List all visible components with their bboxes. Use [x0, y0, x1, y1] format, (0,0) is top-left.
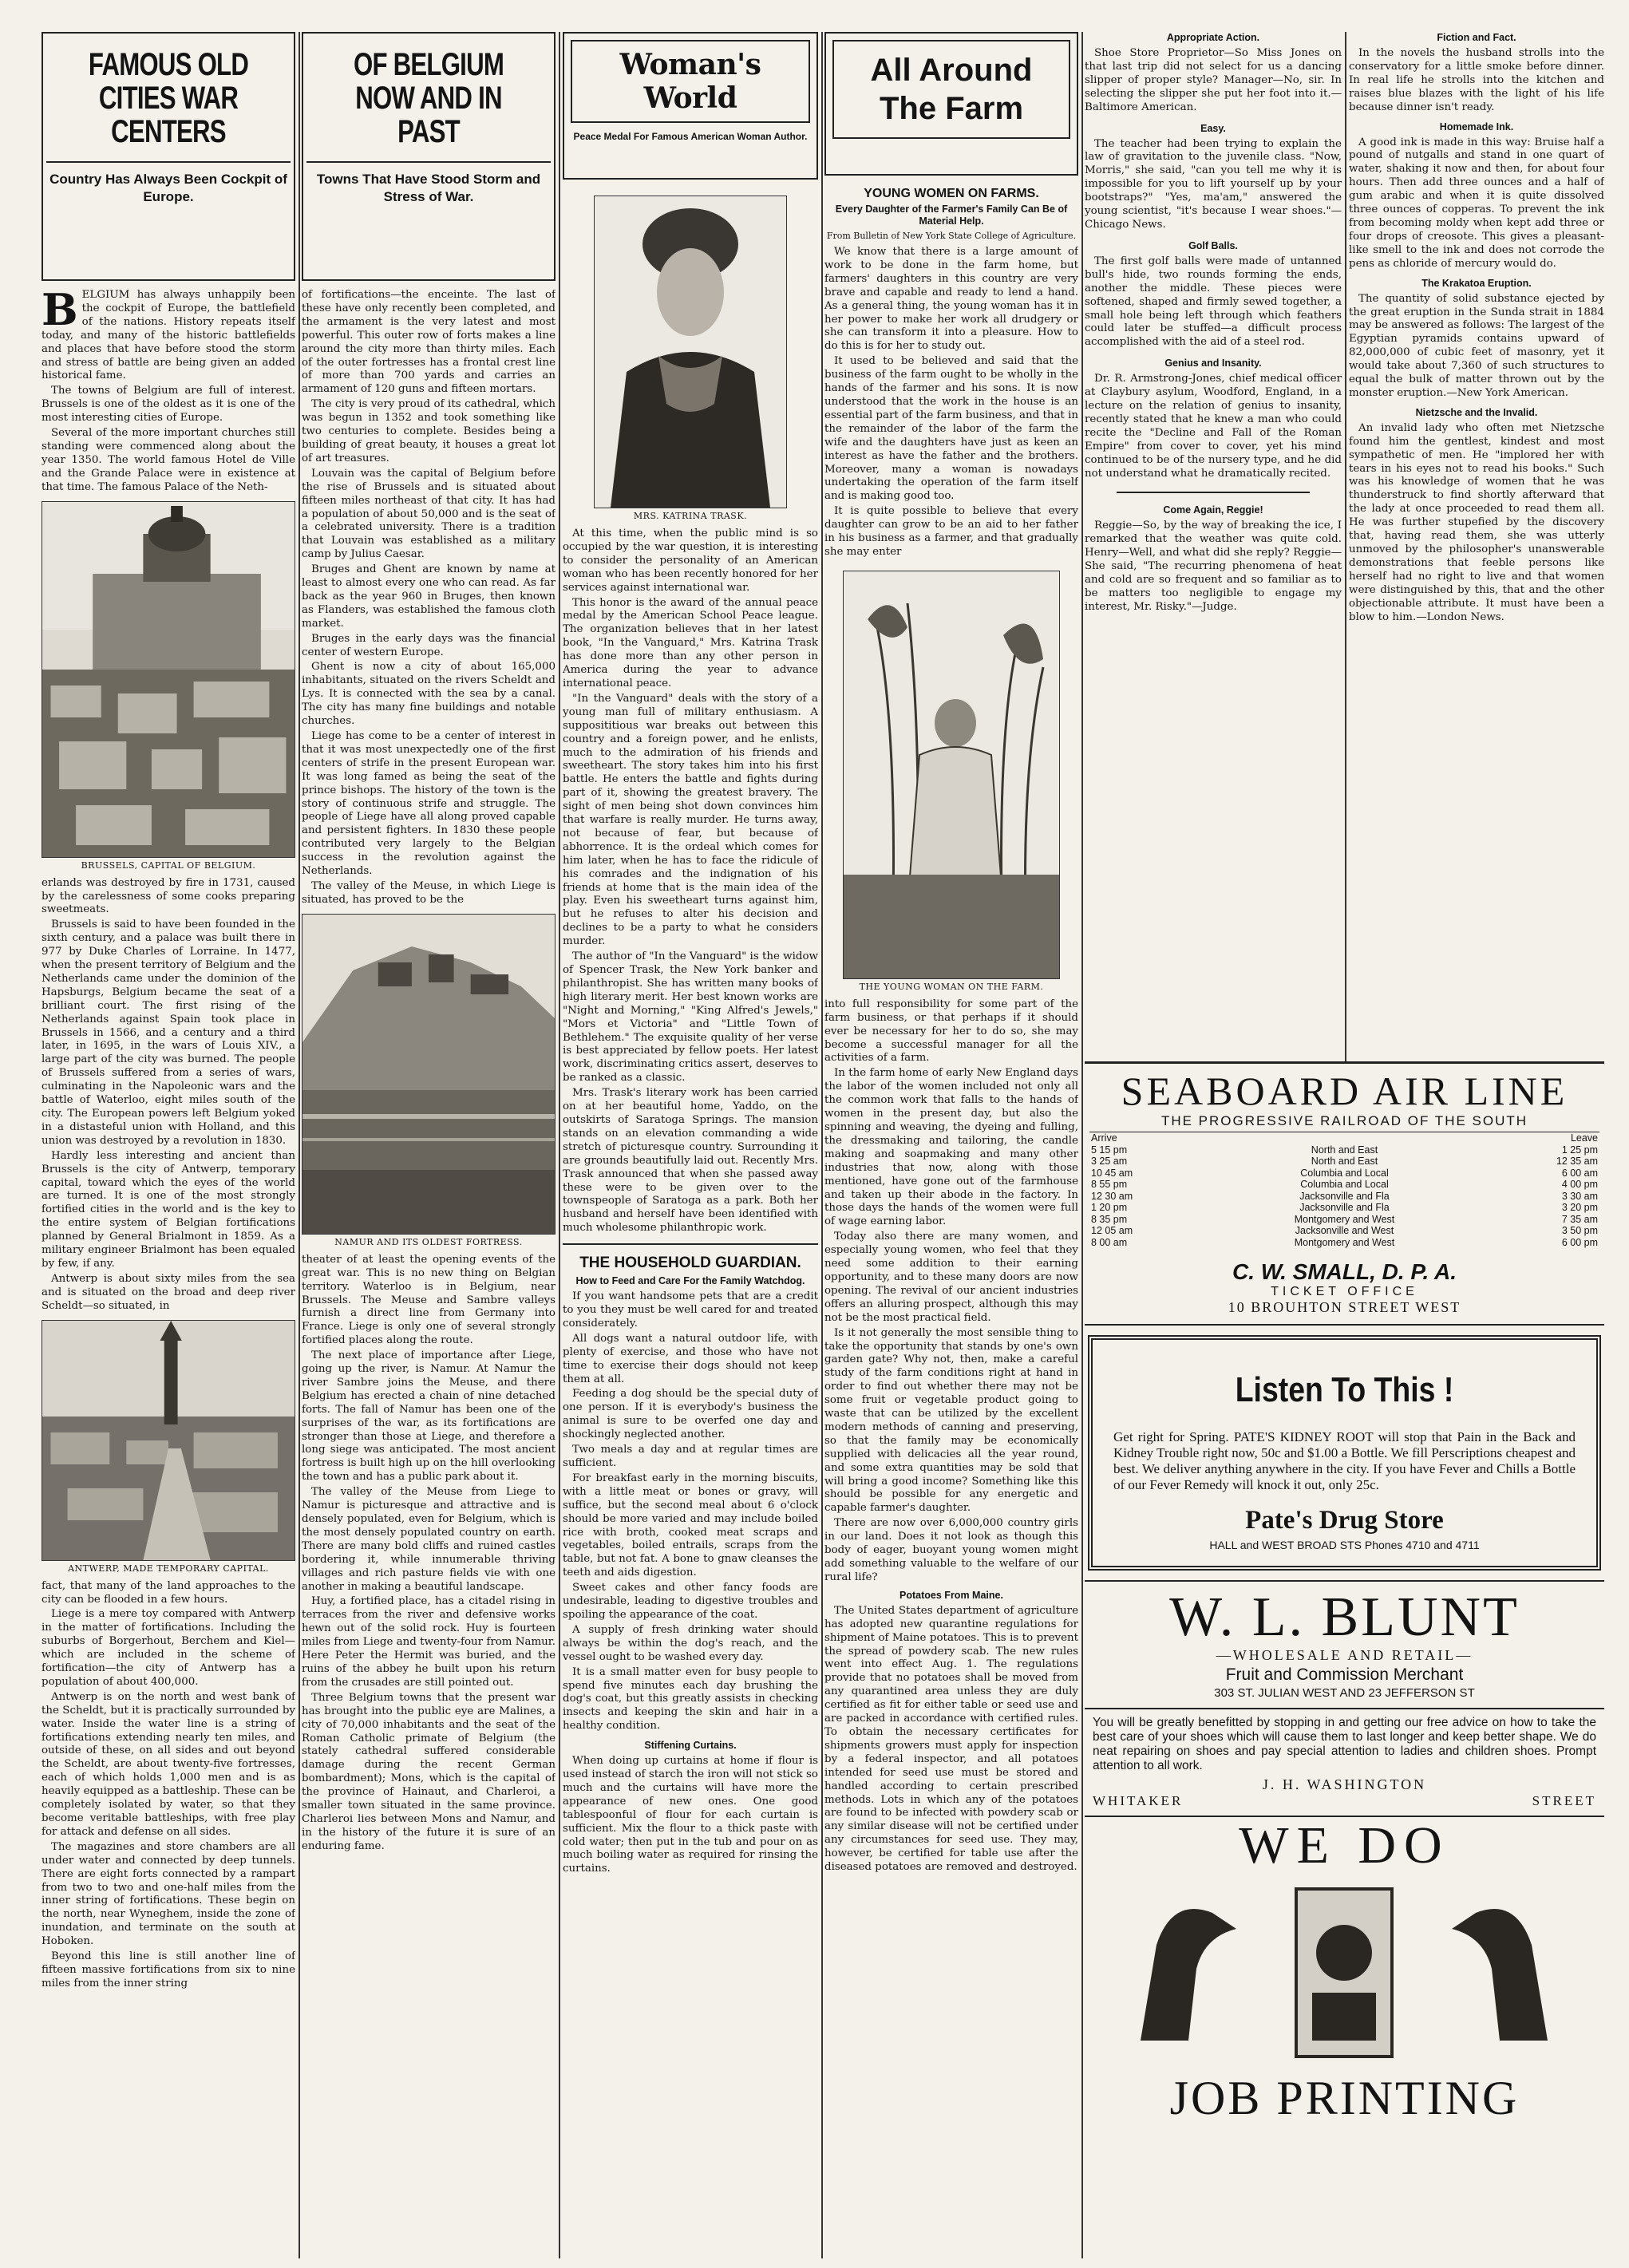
- item-text: An invalid lady who often met Nietzsche found him the gentlest, kindest and most sympathetic of men. He "implored her with tears in his eyes not to read his books." Such was his knowledge of women that he was thunderstruck to find shortly afterward that the lady at once proceeded to read them all. He was further stupefied by the discovery that, having read them, she was utterly unmoved by the philosopher's unanswerable demonstrations that feeble persons like herself had no right to live and that women were distinguished by this, that and the other objectionable attribute. It must have been a blow to him.—London News.: [1349, 421, 1604, 623]
- young-women-subtitle: Every Daughter of the Farmer's Family Can Be of Material Help.: [835, 203, 1068, 227]
- leave-time: 3 20 pm: [1561, 1202, 1598, 1213]
- household-paragraph: For breakfast early in the morning biscuits, with a little meat or bones or gravy, will suffice, but the second meal about 6 o'clock should be more varied and may include boiled rice with broth, cooked meat scraps and vegetables, boiled entrails, scraps from the table, but not fat. A bone to gnaw cleanses the teeth and aids digestion.: [563, 1472, 818, 1579]
- farm-paragraph: It used to be believed and said that the business of the farm ought to be wholly in the hands of the farmer and his sons. It is now understood that the work in the house is an essential part of the farm business, and that in the remainder of the labor of the farm the wife and the daughters have just as keen an interest as have the father and the brothers. Moreover, many a woman is nowadays undertaking the operation of the farm itself and is making good too.: [824, 355, 1078, 503]
- destination: North and East: [1311, 1156, 1378, 1167]
- blunt-address: 303 ST. JULIAN WEST AND 23 JEFFERSON ST: [1214, 1686, 1475, 1700]
- arrive-time: 8 00 am: [1091, 1236, 1128, 1248]
- womans-world-paragraph: This honor is the award of the annual peace medal by the American School Peace league. The organization believes that in her latest book, "In the Vanguard," Mrs. Katrina Trask has done more than any other person in America during the year to advance international peace.: [563, 596, 818, 689]
- destination: North and East: [1311, 1144, 1378, 1156]
- washington-name: J. H. WASHINGTON: [1262, 1776, 1427, 1792]
- katrina-trask-caption: MRS. KATRINA TRASK.: [633, 511, 748, 521]
- farm-source: From Bulletin of New York State College of Agriculture.: [826, 231, 1077, 241]
- item-text: A good ink is made in this way: Bruise half a pound of nutgalls and stand in one quart of water, shaking it now and then, for about four hours. Then add three ounces and a half of gum arabic and when it is quite dissolved three ounces of copperas. To prevent the ink from becoming moldy when kept add three or four drops of creosote. This gives a pleasant-like smell to the ink and does not corrode the pens as chloride of mercury would do.: [1349, 136, 1604, 270]
- misc-column-5: [1085, 32, 1342, 1045]
- blunt-ad: [1085, 1580, 1604, 1709]
- item-title: Nietzsche and the Invalid.: [1415, 406, 1538, 418]
- belgium-subhead-left: Country Has Always Been Cockpit of Europe.: [49, 172, 287, 204]
- belgium-paragraph: Antwerp is about sixty miles from the sea and is situated on the broad and deep river Scheldt—so situated, in: [42, 1272, 295, 1312]
- seaboard-subtitle: THE PROGRESSIVE RAILROAD OF THE SOUTH: [1089, 1113, 1599, 1132]
- blunt-name: W. L. BLUNT: [1169, 1586, 1520, 1648]
- belgium-paragraph: Beyond this line is still another line of fifteen massive fortifications from six to nine miles from the inner string: [42, 1950, 295, 1989]
- item-title: Fiction and Fact.: [1437, 32, 1516, 43]
- pates-headline: Listen To This !: [1235, 1370, 1454, 1409]
- belgium-paragraph: Several of the more important churches still standing were commenced along about the year 1350. The world famous Hotel de Ville and the Grande Palace were in existence at that time. The famous Palace of the Neth-: [42, 427, 295, 493]
- potatoes-subhead: Potatoes From Maine.: [900, 1589, 1003, 1601]
- potatoes-paragraph: The United States department of agriculture has adopted new quarantine regulations for shipment of Maine potatoes. This is to prevent the spread of powdery scab. The new rules went into effect Aug. 1. The regulations provide that no potatoes shall be moved from any quarantined area unless they are duly certified as fit for either table or seed use and are packed in accordance with certified rules. To obtain the necessary certificates for shipments growers must apply for inspection by a federal inspector, and all potatoes intended for seed use must be stored and handled according to certain prescribed methods. Lots in which any of the potatoes are found to be infected with powdery scab or any similar disease will not be certified under any circumstances for seed use. They may, however, be certified for table use after the diseased potatoes are removed and destroyed.: [824, 1604, 1078, 1874]
- belgium-paragraph: Louvain was the capital of Belgium before the rise of Brussels and is situated about fifteen miles northeast of that city. It has had a population of about 50,000 and is the seat of a celebrated university. There is a tradition that Louvain was established as a military camp by Julius Caesar.: [302, 467, 556, 561]
- washington-street: [1093, 1793, 1596, 1809]
- leave-time: 7 35 am: [1561, 1213, 1598, 1225]
- farm-woman-image: [843, 571, 1060, 979]
- belgium-paragraph: BELGIUM has always unhappily been the cockpit of Europe, the battlefield of the nations. History repeats itself today, and many of the historic battlefields and places that have before stood the storm and stress of battle are being given an added historical fame.: [42, 284, 295, 382]
- pates-text: Get right for Spring. PATE'S KIDNEY ROOT will stop that Pain in the Back and Kidney Trouble right now, 50c and $1.00 a Bottle. We fill Perscriptions cheapest and best. We deliver anything anywhere in the city. If you have Fever and Chills a Bottle of our Fever Remedy will knock it out, only 25c.: [1113, 1429, 1576, 1492]
- belgium-paragraph: Bruges in the early days was the financial center of western Europe.: [302, 632, 556, 658]
- column-rule: [299, 32, 300, 2258]
- job-printing-label: JOB PRINTING: [1169, 2072, 1520, 2124]
- leave-time: 3 30 am: [1561, 1190, 1598, 1202]
- item-text: The quantity of solid substance ejected by the great eruption in the Sunda strait in 1884 may be answered as follows: The largest of the Egyptian pyramids contains upward of 82,000,000 of cubic feet of masonry, yet it would take about 7,360 of such structures to equal the bulk of matter thrown out by the monster eruption.—New York American.: [1349, 292, 1604, 399]
- womans-world-subtitle: Peace Medal For Famous American Woman Author.: [573, 131, 808, 142]
- katrina-trask-portrait: [594, 196, 787, 508]
- seaboard-title: SEABOARD AIR LINE: [1121, 1069, 1568, 1113]
- belgium-paragraph: Three Belgium towns that the present war has brought into the public eye are Malines, a city of 70,000 inhabitants and the seat of the Roman Catholic primate of Belgium (the stately cathedral suffered considerable damage during the recent German bombardment); Mons, which is the capital of the province of Hainaut, and Charleroi, a smaller town situated in the same province. Charleroi lies between Mons and Namur, and in the history of the future it is sure of an enduring fame.: [302, 1691, 556, 1852]
- item-title: Genius and Insanity.: [1164, 358, 1262, 369]
- schedule-row: [1089, 1168, 1599, 1179]
- schedule-row: [1089, 1191, 1599, 1203]
- belgium-paragraph: Brussels is said to have been founded in the sixth century, and a palace was built there in 977 by Duke Charles of Lorraine. In 1477, when the present territory of Belgium and the Netherlands came under the dominion of the Hapsburgs, Belgium became the seat of a brilliant court. The first rising of the Netherlands against Spain took place in Brussels in 1566, and a century and a third later, in 1695, in the wars of Louis XIV., a large part of the city was burned. The people of Brussels suffered from a series of wars, culminating in the Napoleonic wars and the battle of Waterloo, eight miles south of the city. The European powers left Belgium yoked in a distasteful union with Holland, and this union was destroyed by a revolution in 1830.: [42, 919, 295, 1147]
- womans-world-paragraph: The author of "In the Vanguard" is the widow of Spencer Trask, the New York banker and philanthropist. She has written many books of high literary merit. Her best known works are "Night and Morning," "King Alfred's Jewels," "Mors et Victoria" and "Little Town of Bethlehem." The exquisite quality of her verse is best appreciated by fellow poets. Her latest work, discriminating critics assert, deserves to be ranked as a classic.: [563, 950, 818, 1085]
- seaboard-ad: [1085, 1061, 1604, 1326]
- washington-street-left: WHITAKER: [1093, 1793, 1184, 1808]
- item-title: Come Again, Reggie!: [1163, 504, 1263, 516]
- farm-column: [824, 32, 1078, 1876]
- womans-world-title: Woman's World: [571, 40, 810, 123]
- washington-ad: [1085, 1709, 1604, 1817]
- arrive-time: 12 30 am: [1091, 1190, 1133, 1202]
- farm-paragraph: We know that there is a large amount of work to be done in the farm home, but farmers' daughters in this country are very brave and capable and ready to lend a hand. As a general thing, the young woman has it in her power to make her work all drudgery or she can transform it into a pleasure. How to do this is for her to study out.: [824, 246, 1078, 353]
- seaboard-agent: C. W. SMALL, D. P. A.: [1232, 1259, 1457, 1284]
- household-paragraph: Sweet cakes and other fancy foods are undesirable, leading to digestive troubles and spoiling the appearance of the coat.: [563, 1582, 818, 1621]
- brussels-image: [42, 501, 295, 858]
- washington-text: You will be greatly benefitted by stopping in and getting our free advice on how to take the best care of your shoes which will cause them to last longer and keep better shape. We do neat repairing on shoes and pay special attention to ladies and children shoes. Prompt attention to all work.: [1093, 1716, 1596, 1772]
- item-title: Appropriate Action.: [1166, 32, 1260, 43]
- destination: Columbia and Local: [1300, 1167, 1389, 1179]
- destination: Montgomery and West: [1294, 1236, 1395, 1248]
- womans-world-column: [563, 32, 818, 1878]
- womans-world-header: [563, 32, 818, 180]
- leave-time: 6 00 am: [1561, 1167, 1598, 1179]
- blunt-line2: Fruit and Commission Merchant: [1225, 1665, 1464, 1684]
- belgium-paragraph: The valley of the Meuse from Liege to Namur is picturesque and attractive and is densely populated, even for Belgium, which is the most densely populated country on earth. There are many bold cliffs and ruined castles bordering it, while innumerable thriving villages and rich pasture fields vie with one another in making a beautiful landscape.: [302, 1486, 556, 1593]
- schedule-row: [1089, 1237, 1599, 1249]
- womans-world-paragraph: "In the Vanguard" deals with the story of a young man full of military enthusiasm. A supposititious war breaks out between this country and a foreign power, and he enlists, much to the admiration of his friends and sweetheart. The story takes him into his first battle. He enters the battle and fights during part of it, showing the greatest bravery. The sight of men being shot down convinces him that warfare is really murder. He turns away, not because of fear, but because of abhorrence. It is the ordeal which comes for him later, when he has to face the ridicule of his comrades and the indignation of his friends at home that is the main idea of the play. Even his sweetheart turns against him, but he refuses to alter his decision and declines to be a party to what he considers murder.: [563, 692, 818, 948]
- arrive-time: 12 05 am: [1091, 1225, 1133, 1236]
- job-printing-ad: [1085, 1817, 1604, 2136]
- item-text: In the novels the husband strolls into the conservatory for a little smoke before dinner. In real life he strolls into the kitchen and raises blue blazes with the light of his life because dinner isn't ready.: [1349, 47, 1604, 113]
- womans-world-paragraph: At this time, when the public mind is so occupied by the war question, it is interesting to consider the personality of an American woman who has been recently honored for her services against international war.: [563, 527, 818, 594]
- schedule-row: [1089, 1214, 1599, 1226]
- schedule-table: [1089, 1132, 1599, 1248]
- ads-area: [1085, 1061, 1604, 2258]
- belgium-column-1: [42, 32, 295, 1993]
- belgium-column-2: [302, 32, 556, 1855]
- schedule-row: [1089, 1156, 1599, 1168]
- belgium-headline-right-box: [302, 32, 556, 281]
- belgium-paragraph: Liege is a mere toy compared with Antwerp in the matter of fortifications. Including the suburbs of Borgerhout, Berchem and Kiel—which are included in the scheme of fortification—the city of Antwerp has a population of about 400,000.: [42, 1608, 295, 1688]
- item-title: Golf Balls.: [1188, 239, 1238, 251]
- household-paragraph: All dogs want a natural outdoor life, with plenty of exercise, and those who have not time to exercise their dogs should not keep them at all.: [563, 1332, 818, 1385]
- antwerp-caption: ANTWERP, MADE TEMPORARY CAPITAL.: [68, 1563, 269, 1574]
- leave-time: 1 25 pm: [1561, 1144, 1598, 1156]
- schedule-row: [1089, 1144, 1599, 1156]
- belgium-paragraph: The next place of importance after Liege, going up the river, is Namur. At Namur the river Sambre joins the Meuse, and there Belgium has erected a chain of nine detached forts. The fall of Namur has been one of the surprises of the war, as its fortifications are stronger than those at Liege, and therefore a long siege was anticipated. The most ancient fortress is built high up on the hill overlooking the town and has a public park about it.: [302, 1349, 556, 1484]
- belgium-paragraph: Liege has come to be a center of interest in that it was most unexpectedly one of the first centers of strife in the present European war. It was long famed as being the seat of the prince bishops. The history of the town is the story of continuous strife and struggle. The people of Liege have all along proved capable and persistent fighters. In 1830 these people contributed very largely to the Belgian success in the revolution against the Netherlands.: [302, 730, 556, 878]
- destination: Columbia and Local: [1300, 1179, 1389, 1190]
- farm-paragraph: Today also there are many women, and especially young women, who feel that they need some addition to their earning opportunity, and to these many doors are now opening. The revival of our ancient industries offers an alluring prospect, although this may not be the most practical field.: [824, 1231, 1078, 1324]
- arrive-time: 8 55 pm: [1091, 1179, 1128, 1190]
- arrive-time: 1 20 pm: [1091, 1202, 1128, 1213]
- leave-time: 3 50 pm: [1561, 1225, 1598, 1236]
- arrive-label: Arrive: [1091, 1132, 1117, 1144]
- job-printing-illustration: [1109, 1881, 1580, 2065]
- arrive-time: 3 25 am: [1091, 1156, 1128, 1167]
- household-paragraph: A supply of fresh drinking water should always be within the dog's reach, and the vessel ought to be washed every day.: [563, 1623, 818, 1663]
- belgium-paragraph: theater of at least the opening events of the great war. This is no new thing on Belgian territory. Waterloo is in Belgium, near Brussels. The Meuse and Sambre valleys furnish a direct line from Germany into France. Liege is only one of several strongly fortified places along the route.: [302, 1253, 556, 1347]
- household-paragraph: If you want handsome pets that are a credit to you they must be well cared for and treated considerately.: [563, 1290, 818, 1330]
- young-women-headline: YOUNG WOMEN ON FARMS.: [864, 187, 1039, 200]
- arrive-time: 10 45 am: [1091, 1167, 1133, 1179]
- belgium-paragraph: The towns of Belgium are full of interest. Brussels is one of the oldest as it is one of the most interesting cities of Europe.: [42, 385, 295, 425]
- farm-paragraph: There are now over 6,000,000 country girls in our land. Does it not look as though this body of eager, buoyant young women might add something valuable to the welfare of our rural life?: [824, 1517, 1078, 1583]
- drop-cap: B: [42, 284, 78, 335]
- curtains-subhead: Stiffening Curtains.: [644, 1740, 737, 1752]
- belgium-paragraph: fact, that many of the land approaches to the city can be flooded in a few hours.: [42, 1579, 295, 1606]
- leave-label: Leave: [1570, 1132, 1598, 1144]
- item-title: Homemade Ink.: [1439, 121, 1514, 132]
- womans-world-paragraph: Mrs. Trask's literary work has been carried on at her beautiful home, Yaddo, on the outskirts of Saratoga Springs. The mansion stands on an elevation commanding a wide stretch of picturesque country. Surrounding it are grounds beautifully laid out. Recently Mrs. Trask announced that when she passed away these were to be given over to the townspeople of Saratoga as a park. Both her husband and herself have been identified with much wholesome philanthropic work.: [563, 1087, 818, 1235]
- seaboard-office: TICKET OFFICE: [1271, 1285, 1418, 1298]
- farm-woman-caption: THE YOUNG WOMAN ON THE FARM.: [859, 981, 1044, 992]
- blunt-line1: —WHOLESALE AND RETAIL—: [1216, 1647, 1473, 1663]
- farm-header: [824, 32, 1078, 176]
- item-text: The first golf balls were made of untanned bull's hide, two rounds forming the ends, another the middle. These pieces were softened, shaped and firmly sewed together, a small hole being left through which feathers could later be stuffed—a difficult process accomplished with the aid of a steel rod.: [1085, 255, 1342, 349]
- farm-paragraph: In the farm home of early New England days the labor of the women included not only all the common work that falls to the hands of women in the present day, but also the spinning and weaving, the dyeing and fulling, the dressmaking and tailoring, the candle making and soapmaking and many other industries that now, along with those mentioned, have gone out of the farmhouse and taken up their abode in the factory. In those days the hands of the women were full of wage earning labor.: [824, 1067, 1078, 1228]
- belgium-paragraph: The city is very proud of its cathedral, which was begun in 1352 and took something like two centuries to complete. Besides being a building of great beauty, it houses a great lot of art treasures.: [302, 398, 556, 464]
- belgium-paragraph: The valley of the Meuse, in which Liege is situated, has proved to be the: [302, 879, 556, 906]
- belgium-paragraph: Hardly less interesting and ancient than Brussels is the city of Antwerp, temporary capital, toward which the eyes of the world are turned. It is one of the most strongly fortified cities in the world and is the key to the entire system of Belgian fortifications planned by General Brialmont in 1859. As a military engineer Brialmont has been equaled by few, if any.: [42, 1149, 295, 1270]
- seaboard-address: 10 BROUHTON STREET WEST: [1228, 1299, 1461, 1315]
- misc-column-6: [1349, 32, 1604, 1045]
- destination: Jacksonville and Fla: [1299, 1202, 1390, 1213]
- column-rule: [1081, 32, 1083, 2258]
- farm-paragraph: Is it not generally the most sensible thing to take the opportunity that stands by one's own garden gate? Why not, then, make a careful study of the farm conditions right at hand in order to find out whether there may not be some fruit or vegetable product going to waste that can be utilized by the excellent modern methods of canning and preserving, so that the family may be economically supplied with delicacies all the year round, and some extra quantities may be sold that will bring a good income? Something like this should be possible for any energetic and capable farmer's daughter.: [824, 1326, 1078, 1515]
- belgium-headline-left: FAMOUS OLD CITIES WAR CENTERS: [88, 47, 249, 149]
- namur-image: [302, 914, 556, 1235]
- leave-time: 4 00 pm: [1561, 1179, 1598, 1190]
- household-guardian-title: THE HOUSEHOLD GUARDIAN.: [579, 1255, 801, 1272]
- household-guardian-subtitle: How to Feed and Care For the Family Watchdog.: [575, 1275, 805, 1287]
- leave-time: 6 00 pm: [1561, 1236, 1598, 1248]
- belgium-paragraph: erlands was destroyed by fire in 1731, caused by the carelessness of some cooks preparing sweetmeats.: [42, 876, 295, 916]
- belgium-paragraph: of fortifications—the enceinte. The last of these have only recently been completed, and the armament is the very latest and most powerful. This outer row of forts makes a line around the city more than thirty miles. Each of the outer fortresses has a frontal crest line of more than 700 yards and carries an armament of 120 guns and fifteen mortars.: [302, 289, 556, 396]
- pates-ad: [1088, 1335, 1601, 1571]
- farm-paragraph: into full responsibility for some part of the farm business, or that perhaps if it should ever be necessary for her to do so, she may become a successful manager for all the activities of a farm.: [824, 998, 1078, 1065]
- antwerp-image: [42, 1320, 295, 1561]
- household-paragraph: It is a small matter even for busy people to spend five minutes each day brushing the dog's coat, but this greatly assists in checking insects and keeping the skin and hair in a healthy condition.: [563, 1665, 818, 1733]
- schedule-row: [1089, 1225, 1599, 1237]
- curtains-paragraph: When doing up curtains at home if flour is used instead of starch the iron will not stick so much and the curtains will have more the appearance of new ones. One good tablespoonful of flour for each curtain is sufficient. Mix the flour to a thick paste with cold water; then put in the tub and pour on as much boiling water as required for rinsing the curtains.: [563, 1755, 818, 1875]
- schedule-header-row: [1089, 1132, 1599, 1144]
- destination: Jacksonville and Fla: [1299, 1190, 1390, 1202]
- belgium-paragraph: Antwerp is on the north and west bank of the Scheldt, but it is practically surrounded by water. Inside the water line is a string of fortifications extending nearly ten miles, and outside of these, on all sides and out beyond the Scheldt, are about twenty-five fortresses, each of which holds 1,000 men and is as heavily equipped as a battleship. These can be completely isolated by water, so that they become veritable battleships, with free play for attack and defense on all sides.: [42, 1690, 295, 1838]
- brussels-caption: BRUSSELS, CAPITAL OF BELGIUM.: [81, 859, 256, 871]
- belgium-headline-left-box: [42, 32, 295, 281]
- item-text: Dr. R. Armstrong-Jones, chief medical officer at Claybury asylum, Woodford, England, in a lecture on the relation of genius to insanity, recently stated that he knew a man who could recite the "Decline and Fall of the Roman Empire" from cover to cover, yet his mind continued to be of the nursery type, and he did not understand what he dramatically recited.: [1085, 373, 1342, 480]
- namur-caption: NAMUR AND ITS OLDEST FORTRESS.: [334, 1236, 523, 1247]
- item-text: Reggie—So, by the way of breaking the ice, I remarked that the weather was quite cold. Henry—Well, and what did she reply? Reggie—She said, "The recurring phenomena of heat and cold are so frequent and so familiar as to be matters too negligible to engage my interest, Mr. Risky."—Judge.: [1085, 520, 1342, 613]
- farm-title: All Around The Farm: [832, 40, 1070, 139]
- schedule-row: [1089, 1179, 1599, 1191]
- column-rule: [821, 32, 823, 2258]
- column-rule: [559, 32, 560, 2258]
- item-title: Easy.: [1200, 122, 1226, 134]
- pates-store: Pate's Drug Store: [1245, 1506, 1444, 1535]
- schedule-row: [1089, 1202, 1599, 1214]
- item-text: The teacher had been trying to explain the law of gravitation to the juvenile class. "Now, Morris," she said, "can you tell me why it is impossible for you to lift yourself up by your bootstraps?" "Yes, ma'am," answered the young scientist, "it's because I wear shoes."—Chicago News.: [1085, 137, 1342, 231]
- destination: Montgomery and West: [1294, 1213, 1395, 1225]
- farm-paragraph: It is quite possible to believe that every daughter can grow to be an aid to her father in his business as a farmer, and that gradually she may enter: [824, 505, 1078, 558]
- household-paragraph: Feeding a dog should be the special duty of one person. If it is everybody's business the animal is sure to be overfed one day and shockingly neglected another.: [563, 1388, 818, 1441]
- arrive-time: 8 35 pm: [1091, 1213, 1128, 1225]
- belgium-headline-right: OF BELGIUM NOW AND IN PAST: [353, 47, 504, 149]
- belgium-paragraph: Bruges and Ghent are known by name at least to almost every one who can read. As far back as the year 960 in Bruges, then known as Flanders, was established the famous cloth market.: [302, 563, 556, 630]
- belgium-subhead-right: Towns That Have Stood Storm and Stress of War.: [316, 172, 541, 204]
- belgium-paragraph: Huy, a fortified place, has a citadel rising in terraces from the river and defensive works hewn out of the solid rock. Huy is fourteen miles from Liege and twenty-four from Namur. Here Peter the Hermit was buried, and the ruins of the abbey he built upon his return from the crusades are still pointed out.: [302, 1595, 556, 1689]
- leave-time: 12 35 am: [1556, 1156, 1598, 1167]
- belgium-paragraph: Ghent is now a city of about 165,000 inhabitants, situated on the rivers Scheldt and Lys. It is connected with the sea by a canal. The city has many fine buildings and notable churches.: [302, 661, 556, 728]
- arrive-time: 5 15 pm: [1091, 1144, 1128, 1156]
- household-paragraph: Two meals a day and at regular times are sufficient.: [563, 1444, 818, 1469]
- pates-address: HALL and WEST BROAD STS Phones 4710 and 4711: [1209, 1539, 1480, 1551]
- belgium-paragraph: The magazines and store chambers are all under water and connected by deep tunnels. There are eight forts connected by a rampart from two to two and one-half miles from the inner string of fortifications. These begin on the north, near Wyneghem, inside the zone of inundation, and terminate on the south at Hoboken.: [42, 1840, 295, 1948]
- destination: Jacksonville and West: [1295, 1225, 1394, 1236]
- item-text: Shoe Store Proprietor—So Miss Jones on that last trip did not select for us a dancing slipper of proper style? Manager—No, sir. In selecting the slipper she put her foot into it.—Baltimore American.: [1085, 47, 1342, 113]
- item-title: The Krakatoa Eruption.: [1421, 277, 1532, 289]
- washington-street-right: STREET: [1532, 1793, 1596, 1808]
- we-do-label: WE DO: [1239, 1816, 1450, 1875]
